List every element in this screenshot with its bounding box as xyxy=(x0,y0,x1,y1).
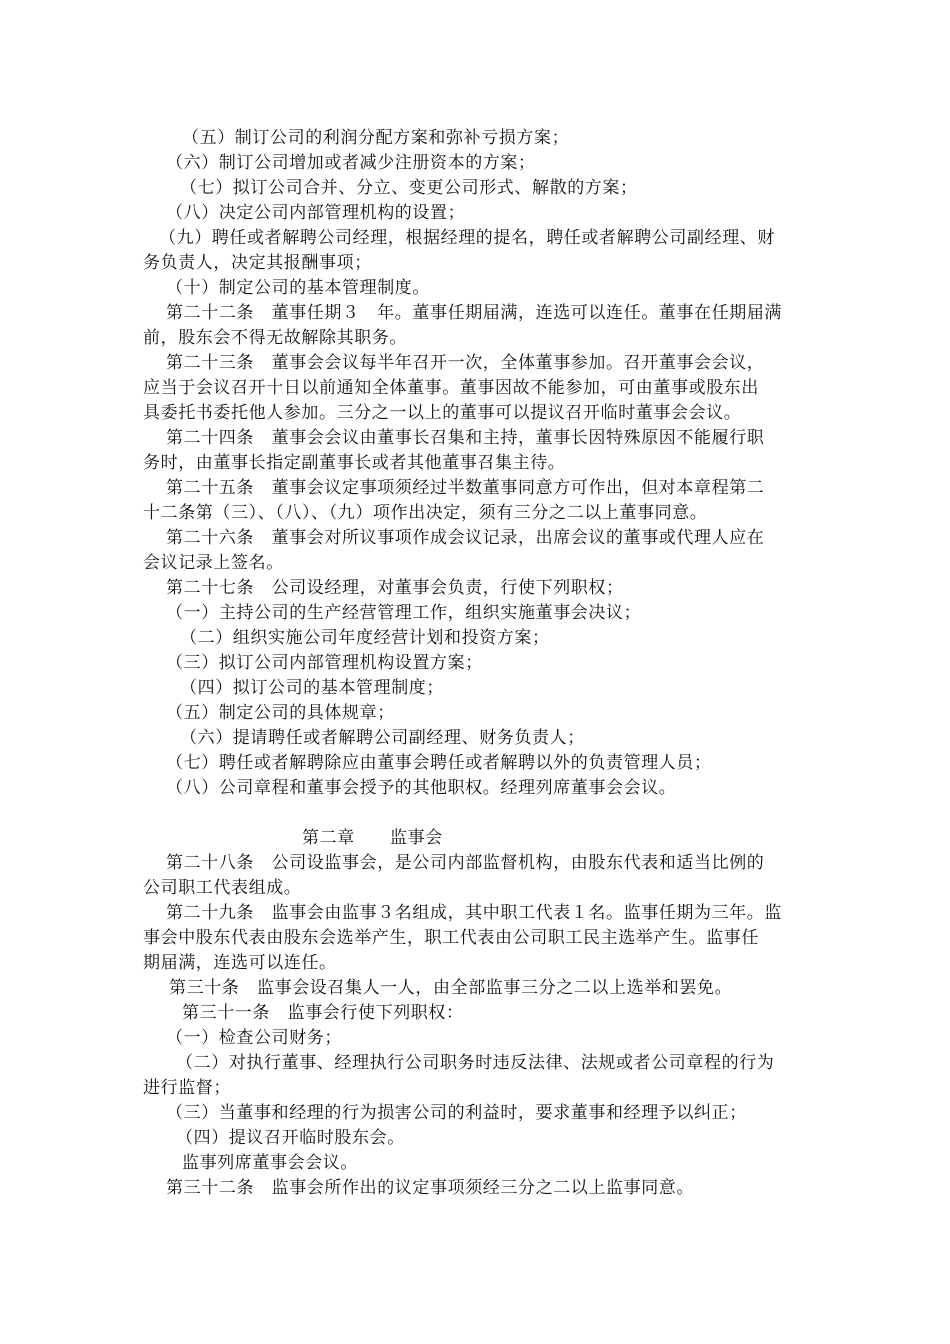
text-line: （七）拟订公司合并、分立、变更公司形式、解散的方案； xyxy=(180,178,638,198)
text-line: 公司职工代表组成。 xyxy=(143,878,302,898)
text-line: （二）对执行董事、经理执行公司职务时违反法律、法规或者公司章程的行为 xyxy=(176,1053,775,1073)
text-line: （七）聘任或者解聘除应由董事会聘任或者解聘以外的负责管理人员； xyxy=(166,753,712,773)
text-line: 期届满，连选可以连任。 xyxy=(143,953,337,973)
text-line: （五）制订公司的利润分配方案和弥补亏损方案； xyxy=(182,128,570,148)
text-line: 务负责人，决定其报酬事项； xyxy=(143,253,372,273)
chapter-heading: 第二章 监事会 xyxy=(302,828,443,848)
text-line: （二）组织实施公司年度经营计划和投资方案； xyxy=(180,628,550,648)
text-line: （五）制定公司的具体规章； xyxy=(166,703,395,723)
text-line: 应当于会议召开十日以前通知全体董事。董事因故不能参加，可由董事或股东出 xyxy=(143,378,759,398)
text-line: （三）当董事和经理的行为损害公司的利益时，要求董事和经理予以纠正； xyxy=(166,1103,747,1123)
article-line: 第二十二条 董事任期３ 年。董事任期届满，连选可以连任。董事在任期届满 xyxy=(166,303,782,323)
text-line: （六）提请聘任或者解聘公司副经理、财务负责人； xyxy=(180,728,585,748)
text-line: 前，股东会不得无故解除其职务。 xyxy=(143,328,407,348)
text-line: 十二条第（三）、（八）、（九）项作出决定，须有三分之二以上董事同意。 xyxy=(143,503,708,523)
text-line: （一）主持公司的生产经营管理工作，组织实施董事会决议； xyxy=(166,603,642,623)
article-line: 第二十五条 董事会议定事项须经过半数董事同意方可作出，但对本章程第二 xyxy=(166,478,765,498)
text-line: （三）拟订公司内部管理机构设置方案； xyxy=(166,653,483,673)
article-line: 第二十四条 董事会会议由董事长召集和主持，董事长因特殊原因不能履行职 xyxy=(166,428,765,448)
text-line: （八）公司章程和董事会授予的其他职权。经理列席董事会会议。 xyxy=(166,778,677,798)
text-line: （八）决定公司内部管理机构的设置； xyxy=(166,203,466,223)
text-line: 事会中股东代表由股东会选举产生，职工代表由公司职工民主选举产生。监事任 xyxy=(143,928,759,948)
text-line: 会议记录上签名。 xyxy=(143,553,284,573)
text-line: 进行监督； xyxy=(143,1078,231,1098)
article-line: 第二十九条 监事会由监事３名组成，其中职工代表１名。监事任期为三年。监 xyxy=(166,903,782,923)
text-line: 监事列席董事会会议。 xyxy=(182,1153,358,1173)
article-line: 第二十七条 公司设经理，对董事会负责，行使下列职权； xyxy=(166,578,624,598)
article-line: 第三十条 监事会设召集人一人，由全部监事三分之二以上选举和罢免。 xyxy=(169,978,733,998)
text-line: （四）拟订公司的基本管理制度； xyxy=(180,678,444,698)
article-line: 第三十一条 监事会行使下列职权： xyxy=(182,1003,464,1023)
text-line: 具委托书委托他人参加。三分之一以上的董事可以提议召开临时董事会会议。 xyxy=(143,403,742,423)
text-line: （十）制定公司的基本管理制度。 xyxy=(166,278,430,298)
text-line: 务时，由董事长指定副董事长或者其他董事召集主待。 xyxy=(143,453,566,473)
text-line: （四）提议召开临时股东会。 xyxy=(176,1128,405,1148)
text-line: （六）制订公司增加或者减少注册资本的方案； xyxy=(166,153,536,173)
article-line: 第二十六条 董事会对所议事项作成会议记录，出席会议的董事或代理人应在 xyxy=(166,528,765,548)
article-line: 第三十二条 监事会所作出的议定事项须经三分之二以上监事同意。 xyxy=(166,1178,694,1198)
text-line: （一）检查公司财务； xyxy=(166,1028,342,1048)
text-line: （九）聘任或者解聘公司经理，根据经理的提名，聘任或者解聘公司副经理、财 xyxy=(159,228,775,248)
article-line: 第二十三条 董事会会议每半年召开一次，全体董事参加。召开董事会会议， xyxy=(166,353,765,373)
article-line: 第二十八条 公司设监事会，是公司内部监督机构，由股东代表和适当比例的 xyxy=(166,853,765,873)
